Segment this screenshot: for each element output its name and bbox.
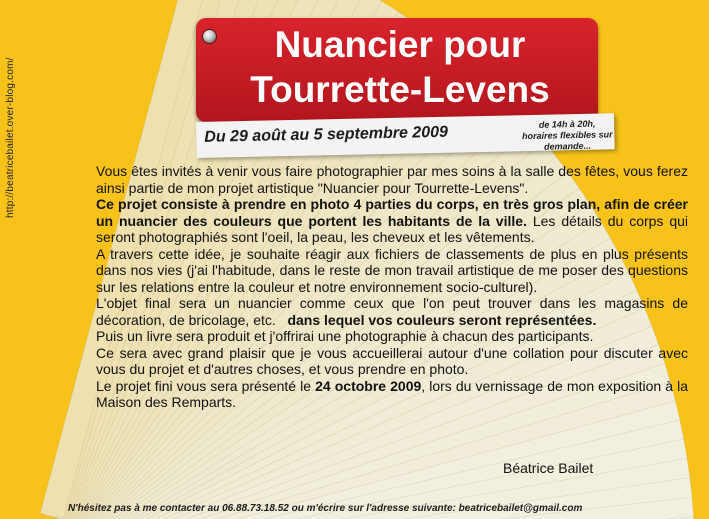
presentation-venue: , lors du vernissage de mon exposition à la Maison des Remparts. (96, 377, 689, 410)
colors-period: . (592, 311, 597, 328)
title-line-2: Tourrette-Levens (250, 69, 550, 110)
paragraph-idea: A travers cette idée, je souhaite réagir aux fichiers de classements de plus en plus présents dans nos vies (j'ai l'habitude, dans le reste de mon travail artistique de me poser des questions sur les relations entre la couleur et notre environnement socio-culturel). (96, 245, 688, 295)
presentation-date: 24 octobre 2009 (315, 377, 422, 394)
invitation-text (96, 163, 688, 411)
paragraph-project (96, 196, 688, 246)
presentation-text: Le projet fini vous sera présenté le (96, 377, 312, 394)
blog-url-vertical: http://beatricebailet.over-blog.com/ (5, 57, 16, 218)
project-highlight: Ce projet consiste à prendre en photo 4 parties du corps, en très gros plan, afin de créer un nuancier des couleurs que portent les habitants de la ville. (96, 196, 688, 229)
page-title (210, 22, 590, 112)
title-line-1: Nuancier pour (274, 24, 526, 65)
contact-footer: N'hésitez pas à me contacter au 06.88.73.18.52 ou m'écrire sur l'adresse suivante: beatricebailet@gmail.com (68, 503, 583, 514)
colors-highlight: dans lequel vos couleurs seront représentées (287, 311, 593, 328)
project-details: Les détails du corps qui seront photographiés sont l'oeil, la peau, les cheveux et les vêtements. (96, 212, 689, 245)
paragraph-invitation: Vous êtes invités à venir vous faire photographier par mes soins à la salle des fêtes, vous ferez ainsi partie de mon projet artistique "Nuancier pour Tourrette-Levens". (96, 163, 688, 196)
date-band (196, 113, 615, 158)
paragraph-presentation (96, 378, 688, 411)
opening-hours: de 14h à 20h, horaires flexibles sur demande... (521, 118, 613, 152)
final-object-text: L'objet final sera un nuancier comme ceux que l'on peut trouver dans les magasins de décoration, de bricolage, etc. (96, 295, 688, 328)
title-card (196, 18, 598, 122)
event-dates: Du 29 août au 5 septembre 2009 (204, 123, 449, 146)
signature: Béatrice Bailet (503, 460, 594, 476)
paragraph-book: Puis un livre sera produit et j'offrirai une photographie à chacun des participants. (96, 328, 594, 344)
paragraph-welcome: Ce sera avec grand plaisir que je vous accueillerai autour d'une collation pour discuter avec vous du projet et d'autres choses, et vous prendre en photo. (96, 344, 688, 377)
paragraph-final-object (96, 295, 688, 328)
